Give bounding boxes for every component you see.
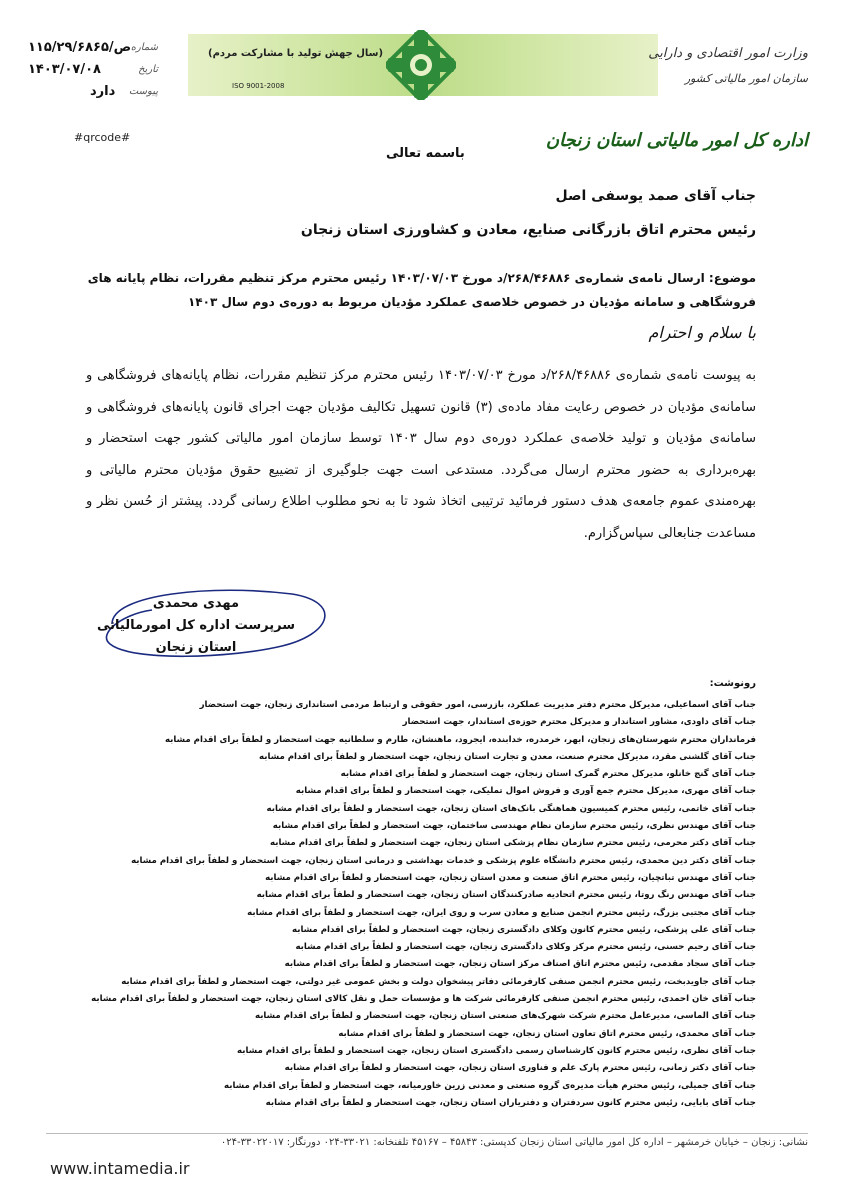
- greeting: با سلام و احترام: [648, 323, 756, 342]
- letter-number: ۱۱۵/۲۹/۶۸۶۵/ص: [28, 40, 132, 55]
- cc-item: جناب آقای سجاد مقدمی، رئیس محترم اتاق اصناف مرکز استان زنجان، جهت استحضار و لطفاً برای اقدام مشابه: [284, 959, 756, 970]
- tax-organization-emblem-icon: [386, 30, 456, 100]
- cc-item: جناب آقای نظری، رئیس محترم کانون کارشناسان رسمی دادگستری استان زنجان، جهت استحضار و لطفاً برای اقدام مشابه: [237, 1045, 756, 1056]
- slogan: (سال جهش تولید با مشارکت مردم): [208, 48, 384, 59]
- cc-item: جناب آقای دکتر زمانی، رئیس محترم پارک علم و فناوری استان زنجان، جهت استحضار و لطفاً برای اقدام مشابه: [284, 1063, 756, 1074]
- attachment-row: [28, 84, 158, 106]
- watermark-url: www.intamedia.ir: [50, 1159, 190, 1178]
- cc-item: جناب آقای محمدی، رئیس محترم اتاق تعاون استان زنجان، جهت استحضار و لطفاً برای اقدام مشابه: [338, 1028, 756, 1039]
- cc-item: جناب آقای مهندس رنگ روتا، رئیس محترم اتحادیه صادرکنندگان استان زنجان، جهت استحضار و لطفاً برای اقدام مشابه: [256, 890, 756, 901]
- cc-item: جناب آقای الماسی، مدیرعامل محترم شرکت شهرک‌های صنعتی استان زنجان، جهت استحضار و لطفاً برای اقدام مشابه: [254, 1011, 756, 1022]
- letter-date-label: تاریخ: [138, 64, 158, 75]
- cc-item: جناب آقای دکتر دین محمدی، رئیس محترم دانشگاه علوم پزشکی و خدمات بهداشتی و درمانی استان زنجان، جهت استحضار و لطفاً برای اقدام مشابه: [131, 855, 756, 866]
- department-title: اداره کل امور مالیاتی استان زنجان: [545, 130, 808, 151]
- cc-item: جناب آقای علی پزشکی، رئیس محترم کانون وکلای دادگستری زنجان، جهت استحضار و لطفاً برای اقدام مشابه: [292, 924, 756, 935]
- cc-item: جناب آقای مهندس نظری، رئیس محترم سازمان نظام مهندسی ساختمان، جهت استحضار و لطفاً برای اقدام مشابه: [272, 821, 756, 832]
- letter-date: ۱۴۰۳/۰۷/۰۸: [28, 62, 101, 77]
- cc-item: جناب آقای خان احمدی، رئیس محترم انجمن صنفی کارفرمائی شرکت ها و مؤسسات حمل و نقل کالای استان زنجان، جهت استحضار و لطفاً برای اقدام مشابه: [91, 994, 756, 1005]
- organization-name: سازمان امور مالیاتی کشور: [684, 72, 808, 85]
- cc-title: رونوشت:: [709, 678, 756, 689]
- recipient-title: رئیس محترم اتاق بازرگانی صنایع، معادن و کشاورزی استان زنجان: [300, 222, 756, 238]
- cc-item: فرمانداران محترم شهرستان‌های زنجان، ابهر، خرمدره، خدابنده، ایجرود، ماهنشان، طارم و سلطانیه جهت استحضار و لطفاً برای اقدام مشابه: [164, 734, 756, 745]
- letter-subject: موضوع: ارسال نامه‌ی شماره‌ی ۲۶۸/۴۶۸۸۶/د مورخ ۱۴۰۳/۰۷/۰۳ رئیس محترم مرکز تنظیم مقررات، نظام پایانه های فروشگاهی و سامانه مؤدیان در خصوص خلاصه‌ی عملکرد مؤدیان مربوط به دوره‌ی دوم سال ۱۴۰۳: [87, 271, 756, 309]
- cc-item: جناب آقای داودی، مشاور استاندار و مدیرکل محترم حوزه‌ی استاندار، جهت استحضار: [402, 717, 756, 728]
- basmala: باسمه تعالی: [386, 146, 465, 161]
- signer-province: استان زنجان: [155, 640, 237, 655]
- recipient-name: جناب آقای صمد یوسفی اصل: [555, 188, 756, 204]
- cc-item: جناب آقای خاتمی، رئیس محترم کمیسیون هماهنگی بانک‌های استان زنجان، جهت استحضار و لطفاً برای اقدام مشابه: [266, 803, 756, 814]
- cc-list: [56, 697, 756, 1112]
- footer-address: نشانی: زنجان – خیابان خرمشهر – اداره کل امور مالیاتی استان زنجان کدپستی: ۴۵۸۴۳ – ۴۵۱۶۷ تلفنخانه: ۳۳۰۲۱-۰۲۴ دورنگار: ۳۳۰۲۲۰۱۷-۰۲۴: [220, 1137, 808, 1148]
- cc-item: جناب آقای مهندس تباتچیان، رئیس محترم اتاق صنعت و معدن استان زنجان، جهت استحضار و لطفاً برای اقدام مشابه: [265, 872, 756, 883]
- letter-body: به پیوست نامه‌ی شماره‌ی ۲۶۸/۴۶۸۸۶/د مورخ ۱۴۰۳/۰۷/۰۳ رئیس محترم مرکز تنظیم مقررات، نظام پایانه‌های فروشگاهی و سامانه‌ی مؤدیان در خصوص رعایت مفاد ماده‌ی (۳) قانون تسهیل تکالیف مؤدیان جهت اجرای قانون پایانه‌های فروشگاهی و سامانه‌ی مؤدیان و تولید خلاصه‌ی عملکرد دوره‌ی دوم سال ۱۴۰۳ توسط سازمان امور مالیاتی کشور جهت استحضار و بهره‌برداری به حضور محترم ارسال می‌گردد. مستدعی است جهت جلوگیری از تضییع حقوق مؤدیان محترم مالیاتی و بهره‌مندی عموم جامعه‌ی هدف دستور فرمائید ترتیبی اتخاذ شود تا به نحو مطلوب اطلاع رسانی گردد. پیشتر از حُسن نظر و مساعدت جنابعالی سپاس‌گزارم.: [86, 368, 757, 541]
- qrcode-placeholder: #qrcode#: [74, 131, 131, 144]
- attachment-value: دارد: [90, 84, 116, 99]
- cc-item: جناب آقای بابایی، رئیس محترم کانون سردفتران و دفتریاران استان زنجان، جهت استحضار و لطفاً برای اقدام مشابه: [265, 1097, 756, 1108]
- letter-number-row: [28, 40, 158, 62]
- cc-item: جناب آقای اسماعیلی، مدیرکل محترم دفتر مدیریت عملکرد، بازرسی، امور حقوقی و ارتباط مردمی استانداری زنجان، جهت استحضار: [199, 700, 756, 710]
- cc-item: جناب آقای مهری، مدیرکل محترم جمع آوری و فروش اموال تملیکی، جهت استحضار و لطفاً برای اقدام مشابه: [295, 786, 756, 797]
- footer-divider: [46, 1133, 808, 1134]
- letter-date-row: [28, 62, 158, 84]
- letter-number-label: شماره: [130, 42, 158, 53]
- cc-item: جناب آقای رحیم حسنی، رئیس محترم مرکز وکلای دادگستری زنجان، جهت استحضار و لطفاً برای اقدام مشابه: [295, 942, 756, 953]
- cc-item: جناب آقای گلشنی مقرد، مدیرکل محترم صنعت، معدن و تجارت استان زنجان، جهت استحضار و لطفاً برای اقدام مشابه: [259, 751, 756, 762]
- iso-label: ISO 9001-2008: [232, 82, 285, 90]
- cc-item: جناب آقای دکتر محرمی، رئیس محترم سازمان نظام پزشکی استان زنجان، جهت استحضار و لطفاً برای اقدام مشابه: [270, 838, 756, 849]
- signer-title: سرپرست اداره کل امورمالیاتی: [96, 618, 296, 633]
- signer-name: مهدی محمدی: [152, 596, 240, 611]
- attachment-label: پیوست: [128, 86, 158, 97]
- cc-item: جناب آقای گنج خانلو، مدیرکل محترم گمرک استان زنجان، جهت استحضار و لطفاً برای اقدام مشابه: [340, 769, 756, 780]
- cc-item: جناب آقای جمیلی، رئیس محترم هیأت مدیره‌ی گروه صنعتی و معدنی زرین خاورمیانه، جهت استحضار و لطفاً برای اقدام مشابه: [224, 1080, 756, 1091]
- cc-item: جناب آقای مجتبی بزرگ، رئیس محترم انجمن صنایع و معادن سرب و روی ایران، جهت استحضار و لطفاً برای اقدام مشابه: [247, 907, 756, 918]
- ministry-name: وزارت امور اقتصادی و دارایی: [648, 46, 808, 61]
- cc-item: جناب آقای جاویدبخت، رئیس محترم انجمن صنفی کارفرمائی دفاتر پیشخوان دولت و بخش عمومی غیر دولتی، جهت استحضار و لطفاً برای اقدام مشابه: [121, 976, 756, 987]
- signature-block: [86, 592, 306, 660]
